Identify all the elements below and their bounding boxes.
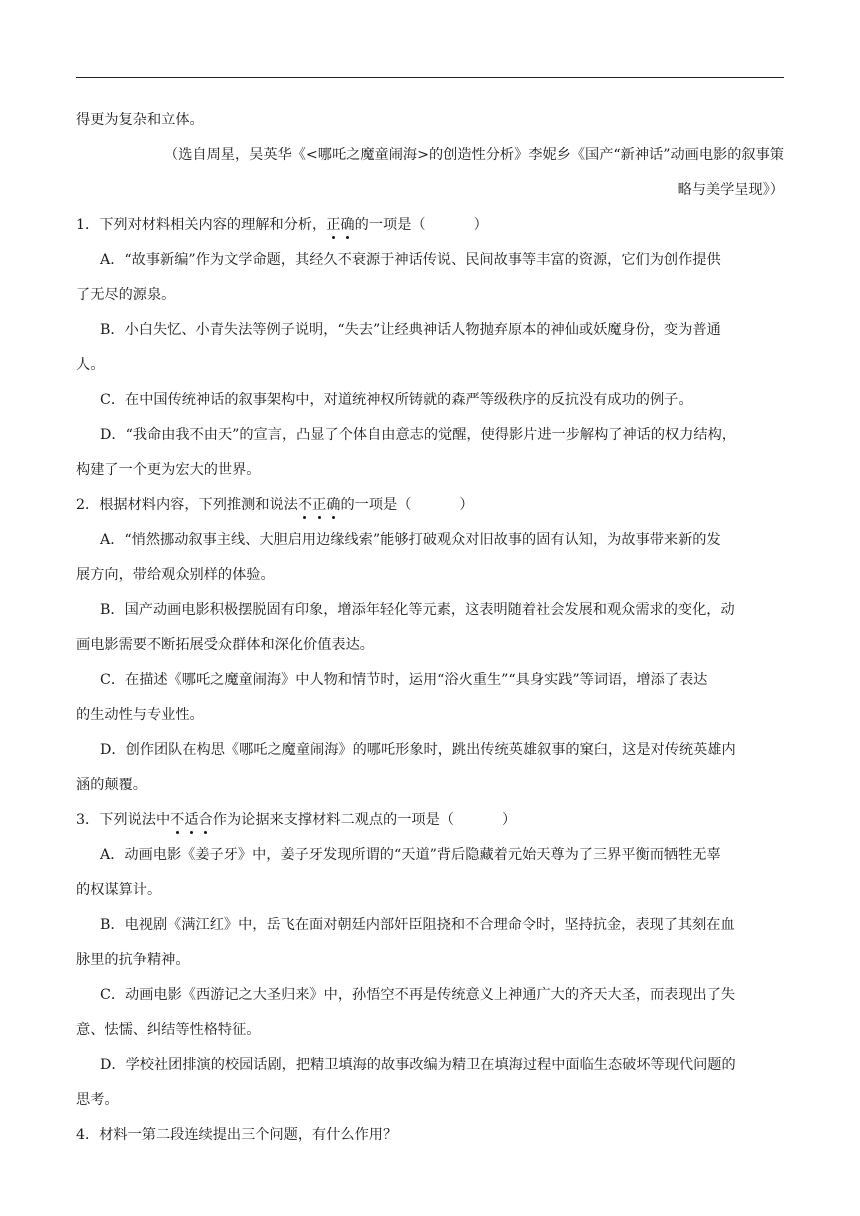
- emphasis-char: 不: [170, 803, 184, 838]
- paren-close: ）: [501, 812, 517, 828]
- emphasis-char: 确: [340, 208, 354, 243]
- header-rule: [76, 77, 784, 78]
- q2-option-d-cont: 涵的颠覆。: [76, 777, 147, 793]
- q1-option-d-cont: 构建了一个更为宏大的世界。: [76, 462, 261, 478]
- emphasis-char: 不: [298, 488, 312, 523]
- q2-option-b: B．国产动画电影积极摆脱固有印象，增添年轻化等元素，这表明随着社会发展和观众需求的变化，动: [100, 602, 735, 618]
- emphasis-char: 正: [312, 488, 326, 523]
- q3-option-d: D．学校社团排演的校园话剧，把精卫填海的故事改编为精卫在填海过程中面临生态破坏等现代问题的: [100, 1057, 736, 1073]
- q2-option-a: A．“悄然挪动叙事主线、大胆启用边缘线索”能够打破观众对旧故事的固有认知，为故事带来新的发: [100, 532, 721, 548]
- q1-option-b-cont: 人。: [76, 357, 105, 373]
- q3-option-b-cont: 脉里的抗争精神。: [76, 952, 190, 968]
- emphasis-char: 合: [199, 803, 213, 838]
- question-2-stem-end: 的一项是（: [340, 497, 412, 513]
- paren-close: ）: [459, 497, 474, 513]
- emphasis-char: 适: [184, 803, 198, 838]
- q2-option-c-cont: 的生动性与专业性。: [76, 707, 204, 723]
- question-1: [76, 208, 784, 243]
- citation-line-2: 略与美学呈现》）: [677, 182, 784, 198]
- q3-option-c-cont: 意、怯懦、纠结等性格特征。: [76, 1022, 261, 1038]
- q3-option-a-cont: 的权谋算计。: [76, 882, 162, 898]
- question-1-stem: 1．下列对材料相关内容的理解和分析，: [76, 217, 327, 233]
- q3-option-c: C．动画电影《西游记之大圣归来》中，孙悟空不再是传统意义上神通广大的齐天大圣，而表现出了失: [100, 987, 736, 1003]
- q3-option-d-cont: 思考。: [76, 1092, 119, 1108]
- question-2: [76, 488, 784, 523]
- question-2-stem: 2．根据材料内容，下列推测和说法: [76, 497, 298, 513]
- emphasis-char: 正: [326, 208, 340, 243]
- q2-option-d: D．创作团队在构思《哪吒之魔童闹海》的哪吒形象时，跳出传统英雄叙事的窠臼，这是对传统英雄内: [100, 742, 736, 758]
- q1-option-b: B．小白失忆、小青失法等例子说明，“失去”让经典神话人物抛弃原本的神仙或妖魔身份，变为普通: [100, 322, 721, 338]
- q2-option-a-cont: 展方向，带给观众别样的体验。: [76, 567, 275, 583]
- citation-line-1: （选自周星，吴英华《<哪吒之魔童闹海>的创造性分析》李妮乡《国产“新神话”动画电影的叙事策: [164, 147, 784, 163]
- question-3-stem-end: 作为论据来支撑材料二观点的一项是（: [212, 812, 454, 828]
- intro-line: 得更为复杂和立体。: [76, 112, 204, 128]
- q2-option-b-cont: 画电影需要不断拓展受众群体和深化价值表达。: [76, 637, 374, 653]
- emphasis-char: 确: [326, 488, 340, 523]
- question-1-stem-end: 的一项是（: [354, 217, 426, 233]
- q1-option-c: C．在中国传统神话的叙事架构中，对道统神权所铸就的森严等级秩序的反抗没有成功的例子。: [100, 392, 693, 408]
- q3-option-a: A．动画电影《姜子牙》中，姜子牙发现所谓的“天道”背后隐藏着元始天尊为了三界平衡而牺牲无辜: [100, 847, 721, 863]
- question-3: [76, 803, 784, 838]
- question-3-stem: 3．下列说法中: [76, 812, 171, 828]
- q1-option-a-cont: 了无尽的源泉。: [76, 287, 176, 303]
- q1-option-d: D．“我命由我不由天”的宣言，凸显了个体自由意志的觉醒，使得影片进一步解构了神话的权力结构，: [100, 427, 736, 443]
- question-4: 4．材料一第二段连续提出三个问题，有什么作用？: [76, 1127, 398, 1143]
- q1-option-a: A．“故事新编”作为文学命题，其经久不衰源于神话传说、民间故事等丰富的资源，它们为创作提供: [100, 252, 721, 268]
- q2-option-c: C．在描述《哪吒之魔童闹海》中人物和情节时，运用“浴火重生”“具身实践”等词语，增添了表达: [100, 672, 708, 688]
- paren-close: ）: [473, 217, 488, 233]
- document-body: [76, 103, 784, 1153]
- q3-option-b: B．电视剧《满江红》中，岳飞在面对朝廷内部奸臣阻挠和不合理命令时，坚持抗金，表现了其刻在血: [100, 917, 735, 933]
